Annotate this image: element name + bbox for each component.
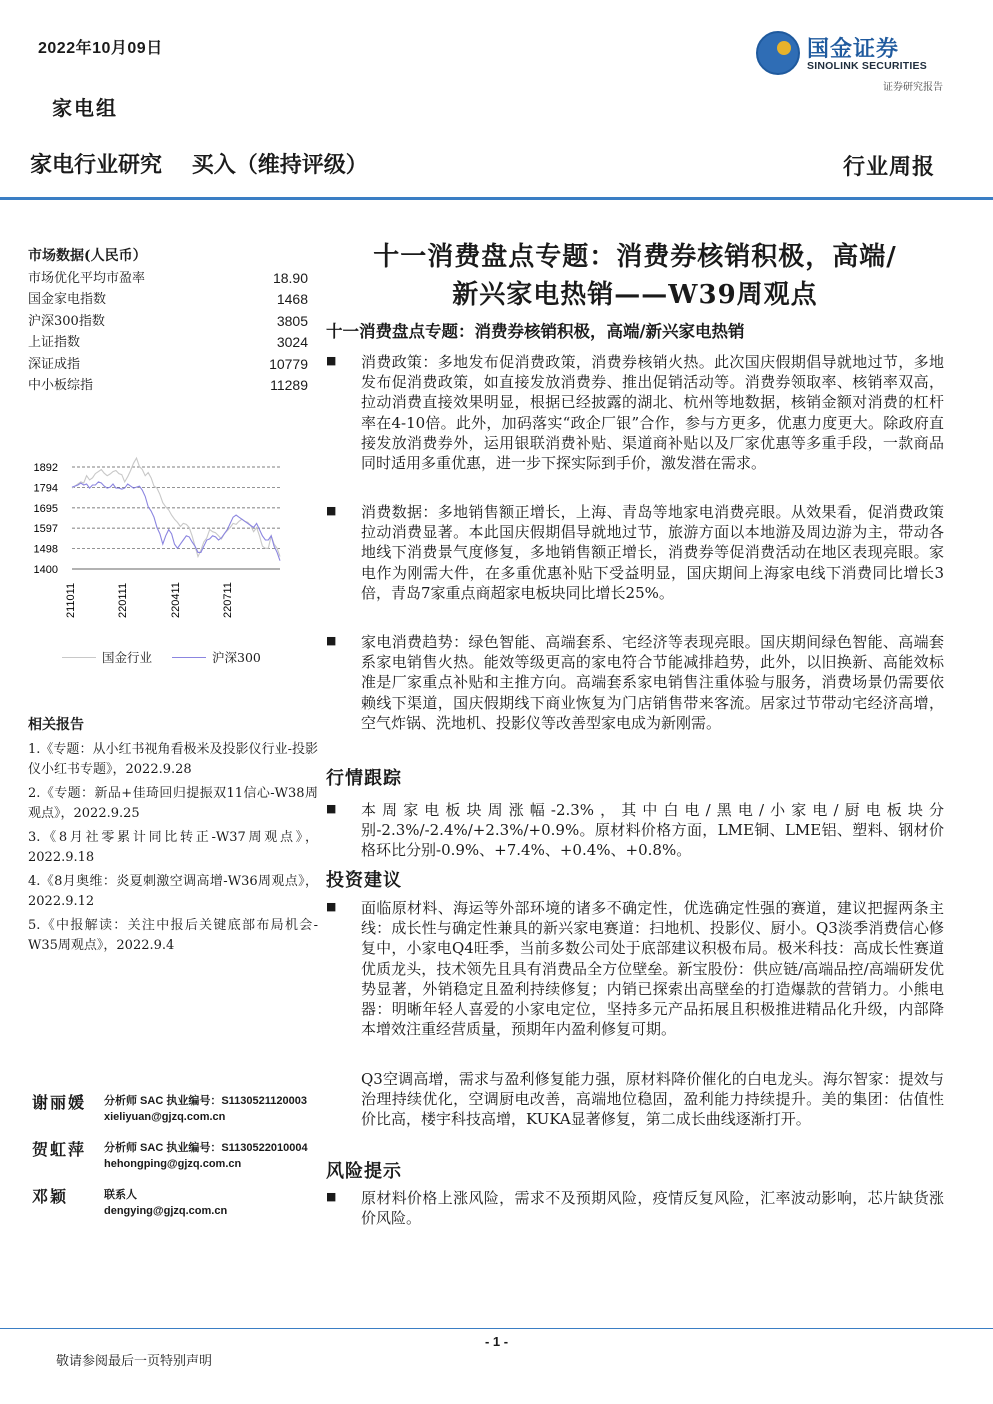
related-reports-heading: 相关报告 (28, 717, 84, 733)
market-data-value: 18.90 (272, 270, 308, 286)
market-data-value: 11289 (270, 376, 308, 393)
index-line-chart (28, 440, 308, 630)
logo-english-name: SINOLINK SECURITIES (807, 60, 927, 72)
header-divider (0, 197, 993, 200)
bullet-icon: ■ (326, 634, 337, 647)
legend-swatch-hs300 (172, 657, 206, 658)
bullet-block (326, 352, 944, 473)
analyst-info (104, 1140, 308, 1172)
related-report-item[interactable]: 1.《专题：从小红书视角看极米及投影仪行业-投影仪小红书专题》，2022.9.28 (28, 742, 318, 777)
x-tick-label: 220711 (222, 582, 234, 618)
bullet-block (326, 898, 944, 1039)
y-tick-label: 1892 (33, 462, 58, 474)
title-line: 新兴家电热销——W39周观点 (452, 280, 818, 310)
footer-divider (0, 1328, 993, 1329)
report-date: 2022年10月09日 (38, 40, 163, 57)
rating: 买入（维持评级） (191, 153, 368, 178)
market-data-value: 3024 (276, 334, 308, 351)
logo-chinese-name: 国金证券 (807, 37, 900, 62)
market-data-row (28, 375, 308, 396)
market-data-table (28, 268, 308, 396)
bullet-text: 消费政策：多地发布促消费政策，消费券核销火热。此次国庆假期倡导就地过节，多地发布促消费政策，如直接发放消费券、推出促销活动等。消费券领取率、核销率双高，拉动消费直接效果明显，根据已经披露的湖北、杭州等地数据，核销金额对消费的杠杆率在4-10倍。此外，加码落实“政企厂银”合作，参与方更多，优惠力度更大。除政府直接发放消费券外，运用银联消费补贴、渠道商补贴以及厂家优惠等多重手段，一款商品同时适用多重优惠，进一步下探实际到手价，激发潜在需求。 (361, 353, 944, 473)
bullet-text: 家电消费趋势：绿色智能、高端套系、宅经济等表现亮眼。国庆期间绿色智能、高端套系家电销售火热。能效等级更高的家电符合节能减排趋势，此外，以旧换新、高能效标准是厂家重点补贴和主推方向。高端套系家电销售注重体验与服务，消费场景仍需要依赖线下渠道，国庆假期线下商业恢复为门店销售带来客流。居家过节带动宅经济高增，空气炸锅、洗地机、投影仪等改善型家电成为新刚需。 (361, 633, 944, 732)
disclaimer-link[interactable]: 敬请参阅最后一页特别声明 (56, 1354, 213, 1369)
legend-item (172, 648, 261, 666)
related-report-item[interactable]: 2.《专题：新品+佳琦回归提振双11信心-W38周观点》，2022.9.25 (28, 786, 318, 821)
industry-rating-line (30, 148, 390, 179)
title-line: 十一消费盘点专题：消费券核销积极，高端/ (373, 242, 897, 272)
logo-emblem-icon (755, 30, 801, 76)
bullet-icon: ■ (326, 900, 337, 913)
related-report-item[interactable]: 4.《8月奥维：炎夏刺激空调高增-W36周观点》，2022.9.12 (28, 874, 318, 909)
x-tick-label: 220411 (170, 582, 182, 618)
paragraph-block (326, 1069, 944, 1130)
y-tick-label: 1597 (33, 523, 58, 536)
analyst-role: 联系人 (104, 1189, 137, 1201)
y-tick-label: 1794 (33, 482, 58, 495)
chart-legend (62, 648, 261, 666)
bullet-block (326, 800, 944, 861)
analyst-name: 谢丽媛 (32, 1093, 87, 1112)
y-tick-label: 1498 (33, 543, 58, 556)
market-data-row (28, 332, 308, 353)
legend-item (62, 648, 152, 666)
bullet-icon: ■ (326, 354, 337, 367)
analyst-sac: 分析师 SAC 执业编号：S1130522010004 (104, 1142, 308, 1154)
bullet-block (326, 502, 944, 603)
analyst-email[interactable]: hehongping@gjzq.com.cn (104, 1158, 242, 1170)
company-logo (755, 30, 955, 78)
analyst-name: 邓颖 (32, 1187, 69, 1206)
analyst-email[interactable]: dengying@gjzq.com.cn (104, 1205, 228, 1217)
paragraph-text: Q3空调高增，需求与盈利修复能力强，原材料降价催化的白电龙头。海尔智家：提效与治理持续优化，空调厨电改善，高端地位稳固，盈利能力持续提升。美的集团：估值性价比高，楼宇科技高增，KUKA显著修复，第二成长曲线逐渐打开。 (361, 1070, 944, 1129)
bullet-icon: ■ (326, 504, 337, 517)
series-line-industry (72, 458, 280, 556)
page-number: - 1 - (484, 1334, 509, 1349)
bullet-text: 消费数据：多地销售额正增长，上海、青岛等地家电消费亮眼。从效果看，促消费政策拉动消费显著。本此国庆假期倡导就地过节，旅游方面以本地游及周边游为主，带动各地线下消费景气度修复，多地销售额正增长，消费券等促消费活动在地区表现亮眼。家电作为刚需大件，在多重优惠补贴下受益明显，国庆期间上海家电线下消费同比增长3倍，青岛7家重点商超家电板块同比增长25%。 (361, 503, 944, 602)
market-data-value: 3805 (276, 312, 308, 329)
analyst-info (104, 1093, 307, 1125)
section-heading-investment: 投资建议 (326, 870, 402, 891)
market-data-row (28, 268, 308, 289)
bullet-icon: ■ (326, 1190, 337, 1203)
market-data-row (28, 354, 308, 375)
section-heading-market: 行情跟踪 (326, 768, 402, 789)
y-tick-label: 1695 (33, 502, 58, 515)
report-title (325, 238, 945, 314)
market-data-label: 上证指数 (28, 335, 81, 351)
market-data-value: 10779 (269, 355, 308, 372)
x-tick-label: 211011 (65, 582, 77, 618)
market-data-value: 1468 (276, 291, 308, 308)
report-subtitle: 十一消费盘点专题：消费券核销积极，高端/新兴家电热销 (326, 322, 745, 341)
market-data-row (28, 289, 308, 310)
bullet-text: 本周家电板块周涨幅-2.3%，其中白电/黑电/小家电/厨电板块分别-2.3%/-2.4%/+2.3%/+0.9%。原材料价格方面，LME铜、LME铝、塑料、钢材价格环比分别-0.9%、+7.4%、+0.4%、+0.8%。 (361, 801, 944, 860)
market-data-label: 中小板综指 (28, 377, 94, 393)
analyst-name: 贺虹萍 (32, 1140, 87, 1159)
bullet-icon: ■ (326, 802, 337, 815)
bullet-block (326, 1188, 944, 1228)
related-report-item[interactable]: 3.《8月社零累计同比转正-W37周观点》，2022.9.18 (28, 830, 318, 865)
bullet-text: 原材料价格上涨风险，需求不及预期风险，疫情反复风险，汇率波动影响，芯片缺货涨价风险。 (361, 1189, 944, 1228)
market-data-row (28, 311, 308, 332)
sector-label: 家电组 (52, 96, 118, 120)
market-data-label: 深证成指 (28, 356, 81, 372)
market-data-label: 市场优化平均市盈率 (28, 271, 146, 286)
related-reports (28, 714, 318, 960)
legend-swatch-industry (62, 657, 96, 658)
related-report-item[interactable]: 5.《中报解读：关注中报后关键底部布局机会-W35周观点》，2022.9.4 (28, 918, 318, 953)
bullet-block (326, 632, 944, 733)
y-tick-label: 1400 (33, 564, 58, 576)
analyst-info (104, 1187, 227, 1219)
report-category: 证券研究报告 (883, 82, 943, 93)
market-data-heading: 市场数据(人民币） (28, 248, 147, 264)
section-heading-risk: 风险提示 (326, 1161, 402, 1182)
analyst-sac: 分析师 SAC 执业编号：S1130521120003 (104, 1095, 307, 1107)
industry-name: 家电行业研究 (30, 153, 163, 178)
market-data-panel (28, 245, 308, 396)
x-tick-label: 220111 (117, 582, 129, 618)
market-data-label: 国金家电指数 (28, 292, 107, 308)
report-type: 行业周报 (842, 154, 935, 180)
legend-label: 沪深300 (212, 650, 261, 665)
bullet-text: 面临原材料、海运等外部环境的诸多不确定性，优选确定性强的赛道，建议把握两条主线：成长性与确定性兼具的新兴家电赛道：扫地机、投影仪、厨小。Q3淡季消费信心修复中，小家电Q4旺季，当前多数公司处于底部建议积极布局。极米科技：高成长性赛道优质龙头，技术领先且具有消费品全方位壁垒。新宝股份：供应链/高端品控/高端研发优势显著，外销稳定且盈利持续修复；内销已探索出高壁垒的打造爆款的营销力。小熊电器：明晰年轻人喜爱的小家电定位，坚持多元产品拓展且积极推进精品化升级，内部降本增效注重经营质量，预期年内盈利修复可期。 (361, 899, 944, 1039)
legend-label: 国金行业 (102, 650, 153, 665)
analyst-email[interactable]: xieliyuan@gjzq.com.cn (104, 1111, 226, 1123)
market-data-label: 沪深300指数 (28, 313, 105, 329)
